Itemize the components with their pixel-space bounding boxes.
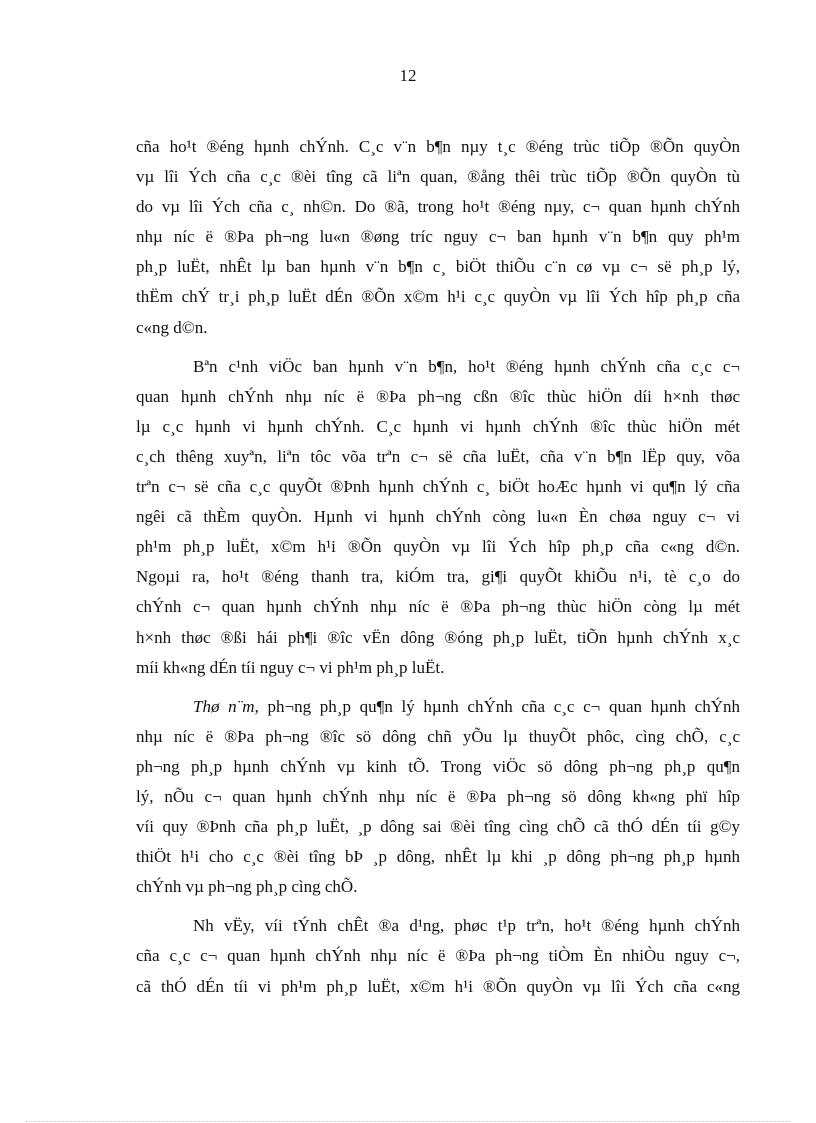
text-line: Bªn c¹nh viÖc ban hµnh v¨n b¶n, ho¹t ®éng hµnh chÝnh cña c¸c c¬ <box>193 356 740 376</box>
text-line: c«ng d©n. <box>136 317 208 337</box>
page-bottom-divider <box>26 1121 790 1122</box>
text-line: nhµ níc ë ®Þa ph¬ng lu«n ®øng tríc nguy c¬ ban hµnh v¨n b¶n quy ph¹m <box>136 227 740 247</box>
text-line: trªn c¬ së cña c¸c quyÕt ®Þnh hµnh chÝnh c¸ biÖt hoÆc hµnh vi qu¶n lý cña <box>136 477 740 497</box>
text-line: ph¬ng ph¸p hµnh chÝnh vµ kinh tÕ. Trong viÖc sö dông ph¬ng ph¸p qu¶n <box>136 756 740 776</box>
text-line: nhµ níc ë ®Þa ph¬ng ®îc sö dông chñ yÕu lµ thuyÕt phôc, cìng chÕ, c¸c <box>136 726 740 746</box>
text-line: thËm chÝ tr¸i ph¸p luËt dÉn ®Õn x©m h¹i c¸c quyÒn vµ lîi Ých hîp ph¸p cña <box>136 287 740 307</box>
text-line: ph¹m ph¸p luËt, x©m h¹i ®Õn quyÒn vµ lîi Ých hîp ph¸p cña c«ng d©n. <box>136 537 740 557</box>
text-line: cã thÓ dÉn tíi vi ph¹m ph¸p luËt, x©m h¹i ®Õn quyÒn vµ lîi Ých cña c«ng <box>136 976 740 996</box>
paragraph-3 <box>136 692 740 903</box>
text-line: c¸ch thêng xuyªn, liªn tôc võa trªn c¬ së cña luËt, cña v¨n b¶n lËp quy, võa <box>136 446 740 466</box>
text-line: lý, nÕu c¬ quan hµnh chÝnh nhµ níc ë ®Þa ph¬ng sö dông kh«ng phï hîp <box>136 786 740 806</box>
text-line: Nh vËy, víi tÝnh chÊt ®a d¹ng, phøc t¹p trªn, ho¹t ®éng hµnh chÝnh <box>193 916 740 936</box>
paragraph-4 <box>136 911 740 1001</box>
text-line: cña ho¹t ®éng hµnh chÝnh. C¸c v¨n b¶n nµy t¸c ®éng trùc tiÕp ®Õn quyÒn <box>136 137 740 156</box>
text-line: víi quy ®Þnh cña ph¸p luËt, ¸p dông sai ®èi tîng cìng chÕ cã thÓ dÉn tíi g©y <box>136 817 740 837</box>
text-line: ph¸p luËt, nhÊt lµ ban hµnh v¨n b¶n c¸ biÖt thiÕu c¨n cø vµ c¬ së ph¸p lý, <box>136 257 740 277</box>
text-line: do vµ lîi Ých cña c¸ nh©n. Do ®ã, trong ho¹t ®éng nµy, c¬ quan hµnh chÝnh <box>136 197 740 217</box>
text-line: quan hµnh chÝnh nhµ níc ë ®Þa ph¬ng cßn ®îc thùc hiÖn díi h×nh thøc <box>136 386 740 406</box>
page-number: 12 <box>399 66 417 85</box>
body-text <box>136 132 740 1011</box>
text-line: cña c¸c c¬ quan hµnh chÝnh nhµ níc ë ®Þa ph¬ng tiÒm Èn nhiÒu nguy c¬, <box>136 946 740 966</box>
paragraph-2 <box>136 352 740 683</box>
text-line: h×nh thøc ®ßi hái ph¶i ®îc vËn dông ®óng ph¸p luËt, tiÕn hµnh chÝnh x¸c <box>136 627 740 647</box>
text-line: chÝnh c¬ quan hµnh chÝnh nhµ níc ë ®Þa ph¬ng thùc hiÖn còng lµ mét <box>136 597 740 617</box>
text-line: míi kh«ng dÉn tíi nguy c¬ vi ph¹m ph¸p luËt. <box>136 657 445 677</box>
text-line-rest: ph¬ng ph¸p qu¶n lý hµnh chÝnh cña c¸c c¬ quan hµnh chÝnh <box>258 696 740 716</box>
text-line: thiÖt h¹i cho c¸c ®èi tîng bÞ ¸p dông, nhÊt lµ khi ¸p dông ph¬ng ph¸p hµnh <box>136 847 740 867</box>
text-line: lµ c¸c hµnh vi hµnh chÝnh. C¸c hµnh vi hµnh chÝnh ®îc thùc hiÖn mét <box>136 416 740 436</box>
text-line: vµ lîi Ých cña c¸c ®èi tîng cã liªn quan, ®ång thêi trùc tiÕp ®Õn quyÒn tù <box>136 167 740 187</box>
text-line: Ngoµi ra, ho¹t ®éng thanh tra, kiÓm tra, gi¶i quyÕt khiÕu n¹i, tè c¸o do <box>136 567 740 587</box>
italic-lead: Thø n¨m, <box>193 696 259 716</box>
text-line: ngêi cã thÈm quyÒn. Hµnh vi hµnh chÝnh còng lu«n Èn chøa nguy c¬ vi <box>136 507 740 527</box>
text-line: chÝnh vµ ph¬ng ph¸p cìng chÕ. <box>136 877 358 897</box>
paragraph-1 <box>136 132 740 343</box>
text-line <box>136 692 740 722</box>
